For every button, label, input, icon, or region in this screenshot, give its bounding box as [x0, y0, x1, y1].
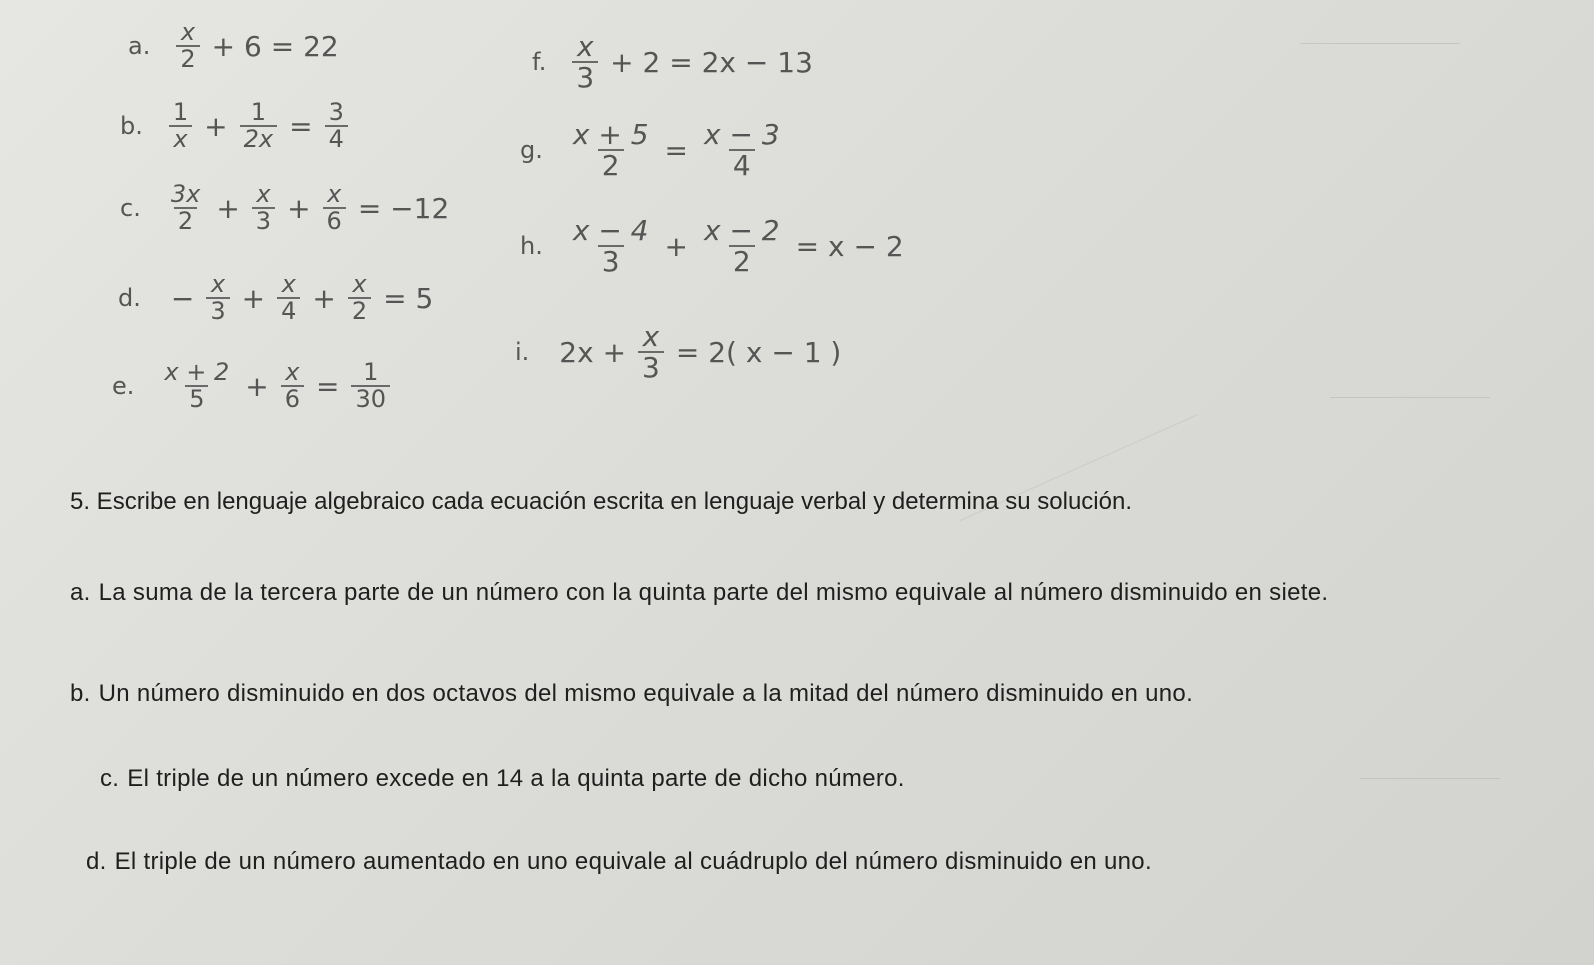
denominator: 2 — [729, 245, 755, 276]
exercise-e — [112, 360, 394, 412]
item-label: a. — [70, 579, 91, 606]
faint-line — [1300, 43, 1460, 44]
item-label: d. — [86, 848, 107, 875]
equation-rest: + 2 = 2x − 13 — [610, 45, 813, 79]
fraction — [325, 100, 348, 152]
denominator: 2 — [598, 149, 624, 180]
numerator: x — [180, 18, 196, 46]
denominator: 3 — [252, 207, 275, 234]
numerator: x — [256, 180, 271, 208]
denominator: 3 — [638, 351, 664, 382]
numerator: x − 2 — [703, 214, 780, 247]
faint-line — [1330, 397, 1490, 398]
exercise-i — [515, 322, 849, 383]
operator: = — [316, 369, 340, 403]
operator: − — [170, 281, 195, 315]
fraction — [169, 100, 192, 152]
exercise-label: a. — [128, 32, 151, 61]
denominator: 2 — [348, 297, 371, 324]
equation-rest: = −12 — [357, 191, 450, 225]
item-text: Un número disminuido en dos octavos del mismo equivale a la mitad del número disminuido en uno. — [98, 680, 1194, 707]
problem-item-c — [100, 765, 905, 793]
exercise-d — [118, 272, 441, 324]
denominator: 3 — [206, 297, 229, 324]
exercise-label: d. — [118, 284, 141, 313]
operator: + — [664, 229, 688, 263]
equation — [156, 360, 394, 412]
exercise-label: e. — [112, 372, 135, 401]
equation — [163, 182, 457, 234]
equation-rest: = 5 — [383, 281, 434, 315]
fraction — [277, 272, 300, 324]
numerator: x — [281, 270, 296, 298]
fraction — [572, 32, 598, 93]
item-text: El triple de un número excede en 14 a la quinta parte de dicho número. — [127, 765, 905, 792]
denominator: 2 — [174, 207, 197, 234]
numerator: x — [285, 358, 300, 386]
equation — [172, 20, 346, 72]
fraction — [569, 120, 653, 181]
numerator: x − 4 — [572, 214, 649, 247]
denominator: 30 — [351, 385, 390, 412]
operator: + — [204, 109, 228, 143]
numerator: 3x — [170, 180, 201, 208]
numerator: x + 2 — [164, 358, 230, 386]
fraction — [700, 216, 784, 277]
equation-start: 2x + — [559, 335, 627, 369]
problem-5-heading: 5. Escribe en lenguaje algebraico cada ecuación escrita en lenguaje verbal y determina su solución. — [70, 488, 1132, 515]
denominator: x — [169, 125, 191, 152]
fraction — [160, 360, 233, 412]
equation-rest: + 6 = 22 — [211, 29, 339, 63]
fraction — [569, 216, 653, 277]
denominator: 3 — [598, 245, 624, 276]
operator: + — [216, 191, 240, 225]
fraction — [176, 20, 199, 72]
numerator: x — [210, 270, 226, 298]
numerator: x — [352, 270, 367, 298]
numerator: 1 — [250, 98, 266, 126]
equation-rest: = x − 2 — [795, 229, 904, 263]
exercise-h — [520, 216, 912, 277]
fraction — [638, 322, 664, 383]
item-label: c. — [100, 765, 120, 792]
exercise-label: f. — [532, 48, 547, 77]
numerator: 1 — [363, 358, 379, 386]
operator: + — [241, 281, 266, 315]
exercise-c — [120, 182, 457, 234]
equation — [163, 272, 441, 324]
denominator: 6 — [323, 207, 346, 234]
equation — [565, 120, 788, 181]
denominator: 2x — [240, 125, 277, 152]
exercise-g — [520, 120, 788, 181]
denominator: 4 — [729, 149, 755, 180]
fraction — [323, 182, 346, 234]
problem-item-d — [86, 848, 1152, 876]
equation — [565, 216, 912, 277]
equation — [165, 100, 352, 152]
fraction — [351, 360, 390, 412]
operator: + — [312, 281, 336, 315]
numerator: x + 5 — [572, 118, 649, 151]
exercise-label: g. — [520, 136, 543, 165]
item-text: La suma de la tercera parte de un número con la quinta parte del mismo equivale al número disminuido en siete. — [98, 579, 1329, 606]
numerator: 1 — [172, 98, 189, 126]
exercise-label: h. — [520, 232, 543, 261]
fraction — [700, 120, 784, 181]
denominator: 3 — [572, 61, 598, 92]
equation — [568, 32, 821, 93]
exercise-f — [532, 32, 821, 93]
operator: = — [664, 133, 688, 167]
fraction — [167, 182, 204, 234]
problem-item-a — [70, 568, 1530, 618]
fraction — [252, 182, 275, 234]
denominator: 5 — [185, 385, 208, 412]
fraction — [240, 100, 277, 152]
numerator: x — [642, 320, 660, 353]
exercise-label: b. — [120, 112, 143, 141]
item-label: b. — [70, 680, 91, 707]
exercise-label: c. — [120, 194, 141, 223]
equation — [551, 322, 849, 383]
exercise-label: i. — [515, 338, 530, 367]
operator: + — [287, 191, 311, 225]
operator: = — [289, 109, 313, 143]
fraction — [206, 272, 229, 324]
faint-line — [1360, 778, 1500, 779]
numerator: x — [576, 30, 594, 63]
numerator: x − 3 — [704, 118, 780, 151]
exercise-a — [128, 20, 347, 72]
operator: + — [245, 369, 269, 403]
exercise-b — [120, 100, 352, 152]
denominator: 4 — [277, 297, 300, 324]
denominator: 2 — [176, 45, 199, 72]
denominator: 4 — [325, 125, 348, 152]
fraction — [281, 360, 304, 412]
problem-item-b — [70, 680, 1193, 708]
numerator: 3 — [328, 98, 344, 126]
equation-rest: = 2( x − 1 ) — [675, 335, 842, 369]
fraction — [348, 272, 371, 324]
item-text: El triple de un número aumentado en uno equivale al cuádruplo del número disminuido en uno. — [114, 848, 1152, 875]
numerator: x — [327, 180, 342, 208]
denominator: 6 — [281, 385, 304, 412]
